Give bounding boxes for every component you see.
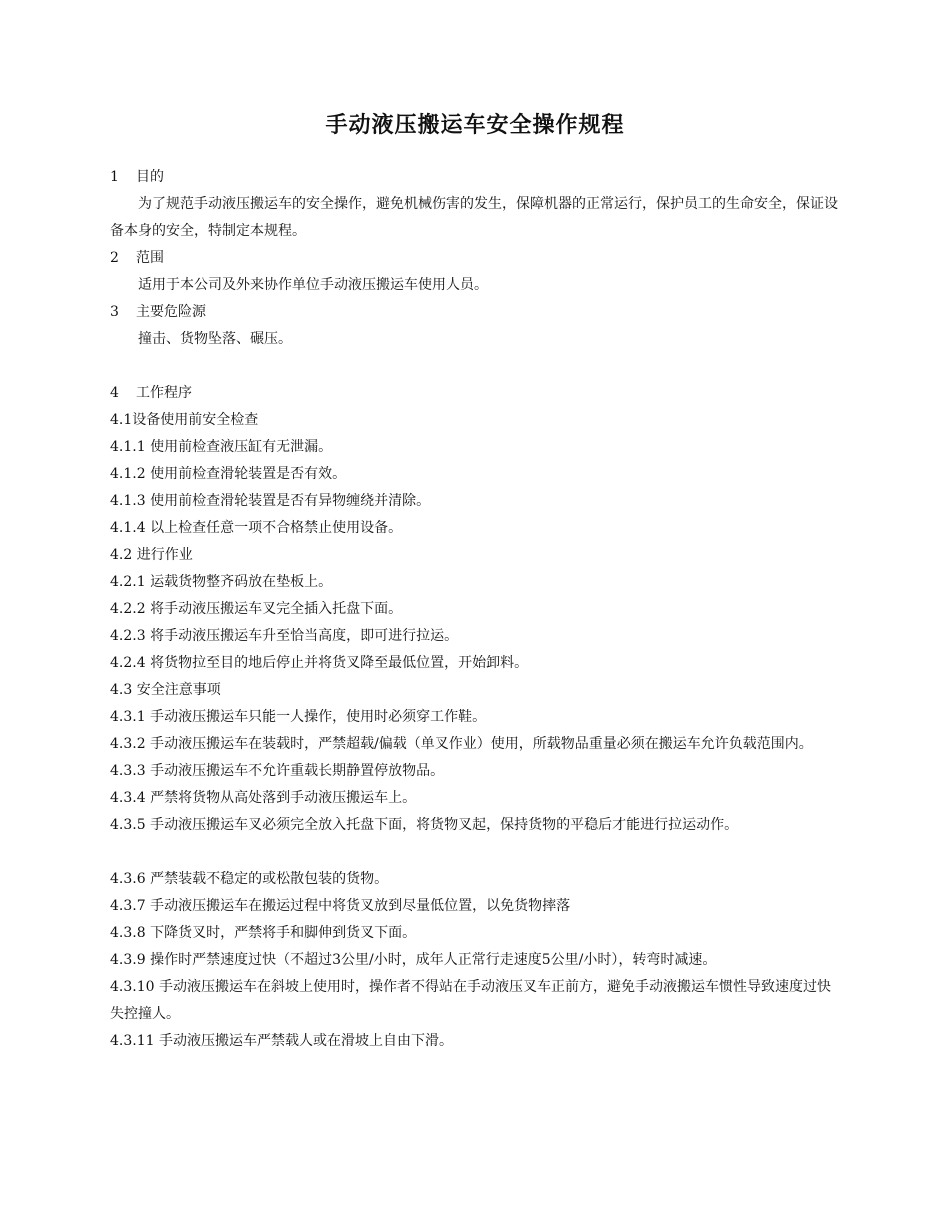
section-2-heading — [110, 245, 840, 272]
section-1-body: 为了规范手动液压搬运车的安全操作，避免机械伤害的发生，保障机器的正常运行，保护员工的生命安全，保证设备本身的安全，特制定本规程。 — [110, 196, 838, 239]
item-4-3-1: 4.3.1 手动液压搬运车只能一人操作，使用时必须穿工作鞋。 — [110, 709, 487, 725]
item-4-3-2: 4.3.2 手动液压搬运车在装载时，严禁超载/偏载（单叉作业）使用，所载物品重量必须在搬运车允许负载范围内。 — [110, 736, 813, 752]
section-1-heading — [110, 164, 840, 191]
section-1-title: 目的 — [136, 169, 164, 185]
item-4-3-4: 4.3.4 严禁将货物从高处落到手动液压搬运车上。 — [110, 790, 417, 806]
item-4-3-7: 4.3.7 手动液压搬运车在搬运过程中将货叉放到尽量低位置，以免货物摔落 — [110, 898, 571, 914]
item-4-1-3: 4.1.3 使用前检查滑轮装置是否有异物缠绕并清除。 — [110, 493, 431, 509]
item-4-3-5: 4.3.5 手动液压搬运车叉必须完全放入托盘下面，将货物叉起，保持货物的平稳后才能进行拉运动作。 — [110, 817, 739, 833]
item-4-3-10: 4.3.10 手动液压搬运车在斜坡上使用时，操作者不得站在手动液压叉车正前方，避免手动液搬运车惯性导致速度过快失控撞人。 — [110, 979, 831, 1022]
item-4-2-1: 4.2.1 运载货物整齐码放在垫板上。 — [110, 574, 333, 590]
item-4-3-11: 4.3.11 手动液压搬运车严禁载人或在滑坡上自由下滑。 — [110, 1033, 453, 1049]
item-4-3-3: 4.3.3 手动液压搬运车不允许重载长期静置停放物品。 — [110, 763, 445, 779]
section-4-title: 工作程序 — [136, 385, 192, 401]
item-4-1-1: 4.1.1 使用前检查液压缸有无泄漏。 — [110, 439, 333, 455]
item-4-1-4: 4.1.4 以上检查任意一项不合格禁止使用设备。 — [110, 520, 403, 536]
section-3-body: 撞击、货物坠落、碾压。 — [138, 331, 292, 347]
item-4-2: 4.2 进行作业 — [110, 547, 193, 563]
item-4-3-9: 4.3.9 操作时严禁速度过快（不超过3公里/小时，成年人正常行走速度5公里/小时），转弯时减速。 — [110, 952, 717, 968]
section-4-heading — [110, 380, 840, 407]
section-3-heading — [110, 299, 840, 326]
item-4-2-2: 4.2.2 将手动液压搬运车叉完全插入托盘下面。 — [110, 601, 403, 617]
section-2-title: 范围 — [136, 250, 164, 266]
blank-line — [110, 353, 840, 380]
section-1-number: 1 — [110, 169, 119, 185]
section-3-title: 主要危险源 — [136, 304, 206, 320]
section-2-body: 适用于本公司及外来协作单位手动液压搬运车使用人员。 — [138, 277, 488, 293]
blank-line — [110, 839, 840, 866]
document-body — [110, 164, 840, 1055]
item-4-3: 4.3 安全注意事项 — [110, 682, 221, 698]
section-3-number: 3 — [110, 304, 119, 320]
item-4-1-2: 4.1.2 使用前检查滑轮装置是否有效。 — [110, 466, 347, 482]
item-4-3-8: 4.3.8 下降货叉时，严禁将手和脚伸到货叉下面。 — [110, 925, 417, 941]
section-4-number: 4 — [110, 385, 119, 401]
item-4-2-4: 4.2.4 将货物拉至目的地后停止并将货叉降至最低位置，开始卸料。 — [110, 655, 529, 671]
section-2-number: 2 — [110, 250, 119, 266]
item-4-1: 4.1设备使用前安全检查 — [110, 412, 259, 428]
document-title: 手动液压搬运车安全操作规程 — [325, 113, 625, 138]
item-4-2-3: 4.2.3 将手动液压搬运车升至恰当高度，即可进行拉运。 — [110, 628, 459, 644]
item-4-3-6: 4.3.6 严禁装载不稳定的或松散包装的货物。 — [110, 871, 389, 887]
